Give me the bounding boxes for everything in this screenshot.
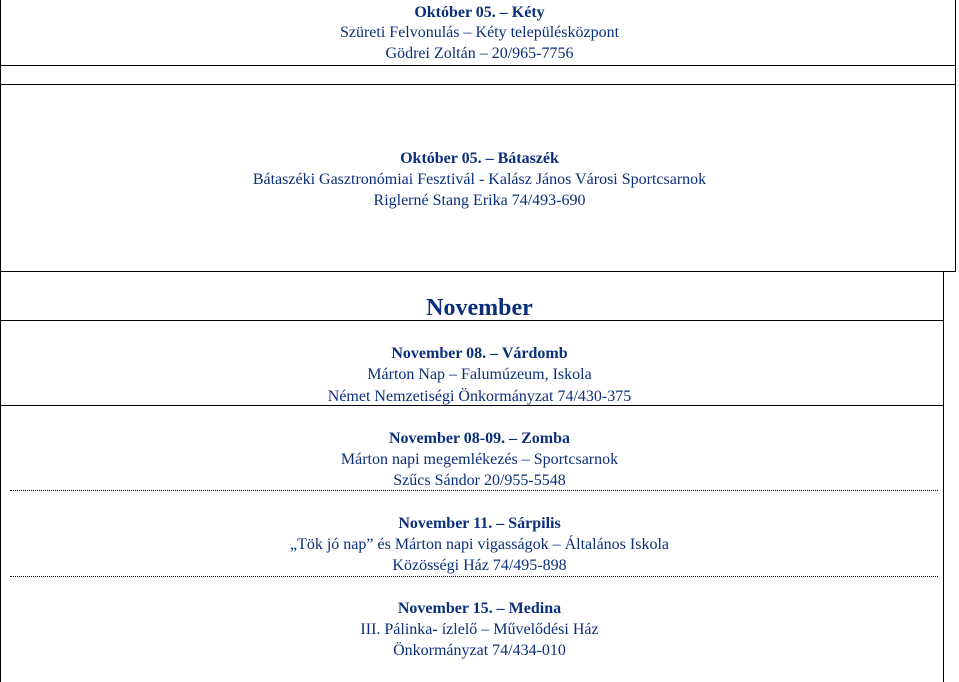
event-5-line-1: „Tök jó nap” és Márton napi vigasságok – Általános Iskola — [289, 536, 670, 553]
event-2-title: Október 05. – Bátaszék — [400, 150, 559, 167]
event-6-title: November 15. – Medina — [397, 600, 562, 617]
event-6-line-1: III. Pálinka- ízlelő – Művelődési Ház — [360, 621, 599, 638]
event-3-line-2: Német Nemzetiségi Önkormányzat 74/430-375 — [327, 388, 632, 405]
event-2-line-1: Bátaszéki Gasztronómiai Fesztivál - Kalász János Városi Sportcsarnok — [252, 171, 707, 188]
event-4-line-1: Márton napi megemlékezés – Sportcsarnok — [340, 451, 619, 468]
row-divider-3 — [0, 271, 956, 272]
event-1-line-2: Gödrei Zoltán – 20/965-7756 — [385, 45, 574, 62]
event-5-title: November 11. – Sárpilis — [398, 515, 561, 532]
table-left-border — [0, 0, 1, 682]
event-3-line-1: Márton Nap – Falumúzeum, Iskola — [367, 366, 592, 383]
event-2-line-2: Riglerné Stang Erika 74/493-690 — [373, 192, 586, 209]
row-divider-1 — [0, 65, 956, 66]
month-heading: November — [426, 295, 533, 321]
row-divider-7 — [10, 576, 938, 577]
event-5-line-2: Közösségi Ház 74/495-898 — [392, 557, 567, 574]
event-1-line-1: Szüreti Felvonulás – Kéty településközpont — [339, 24, 620, 41]
event-3-title: November 08. – Várdomb — [391, 345, 568, 362]
event-4-line-2: Szűcs Sándor 20/955-5548 — [393, 472, 566, 489]
event-4-title: November 08-09. – Zomba — [388, 430, 571, 447]
event-1-title: Október 05. – Kéty — [414, 4, 545, 21]
event-6-line-2: Önkormányzat 74/434-010 — [393, 642, 566, 659]
row-divider-2 — [0, 84, 956, 85]
